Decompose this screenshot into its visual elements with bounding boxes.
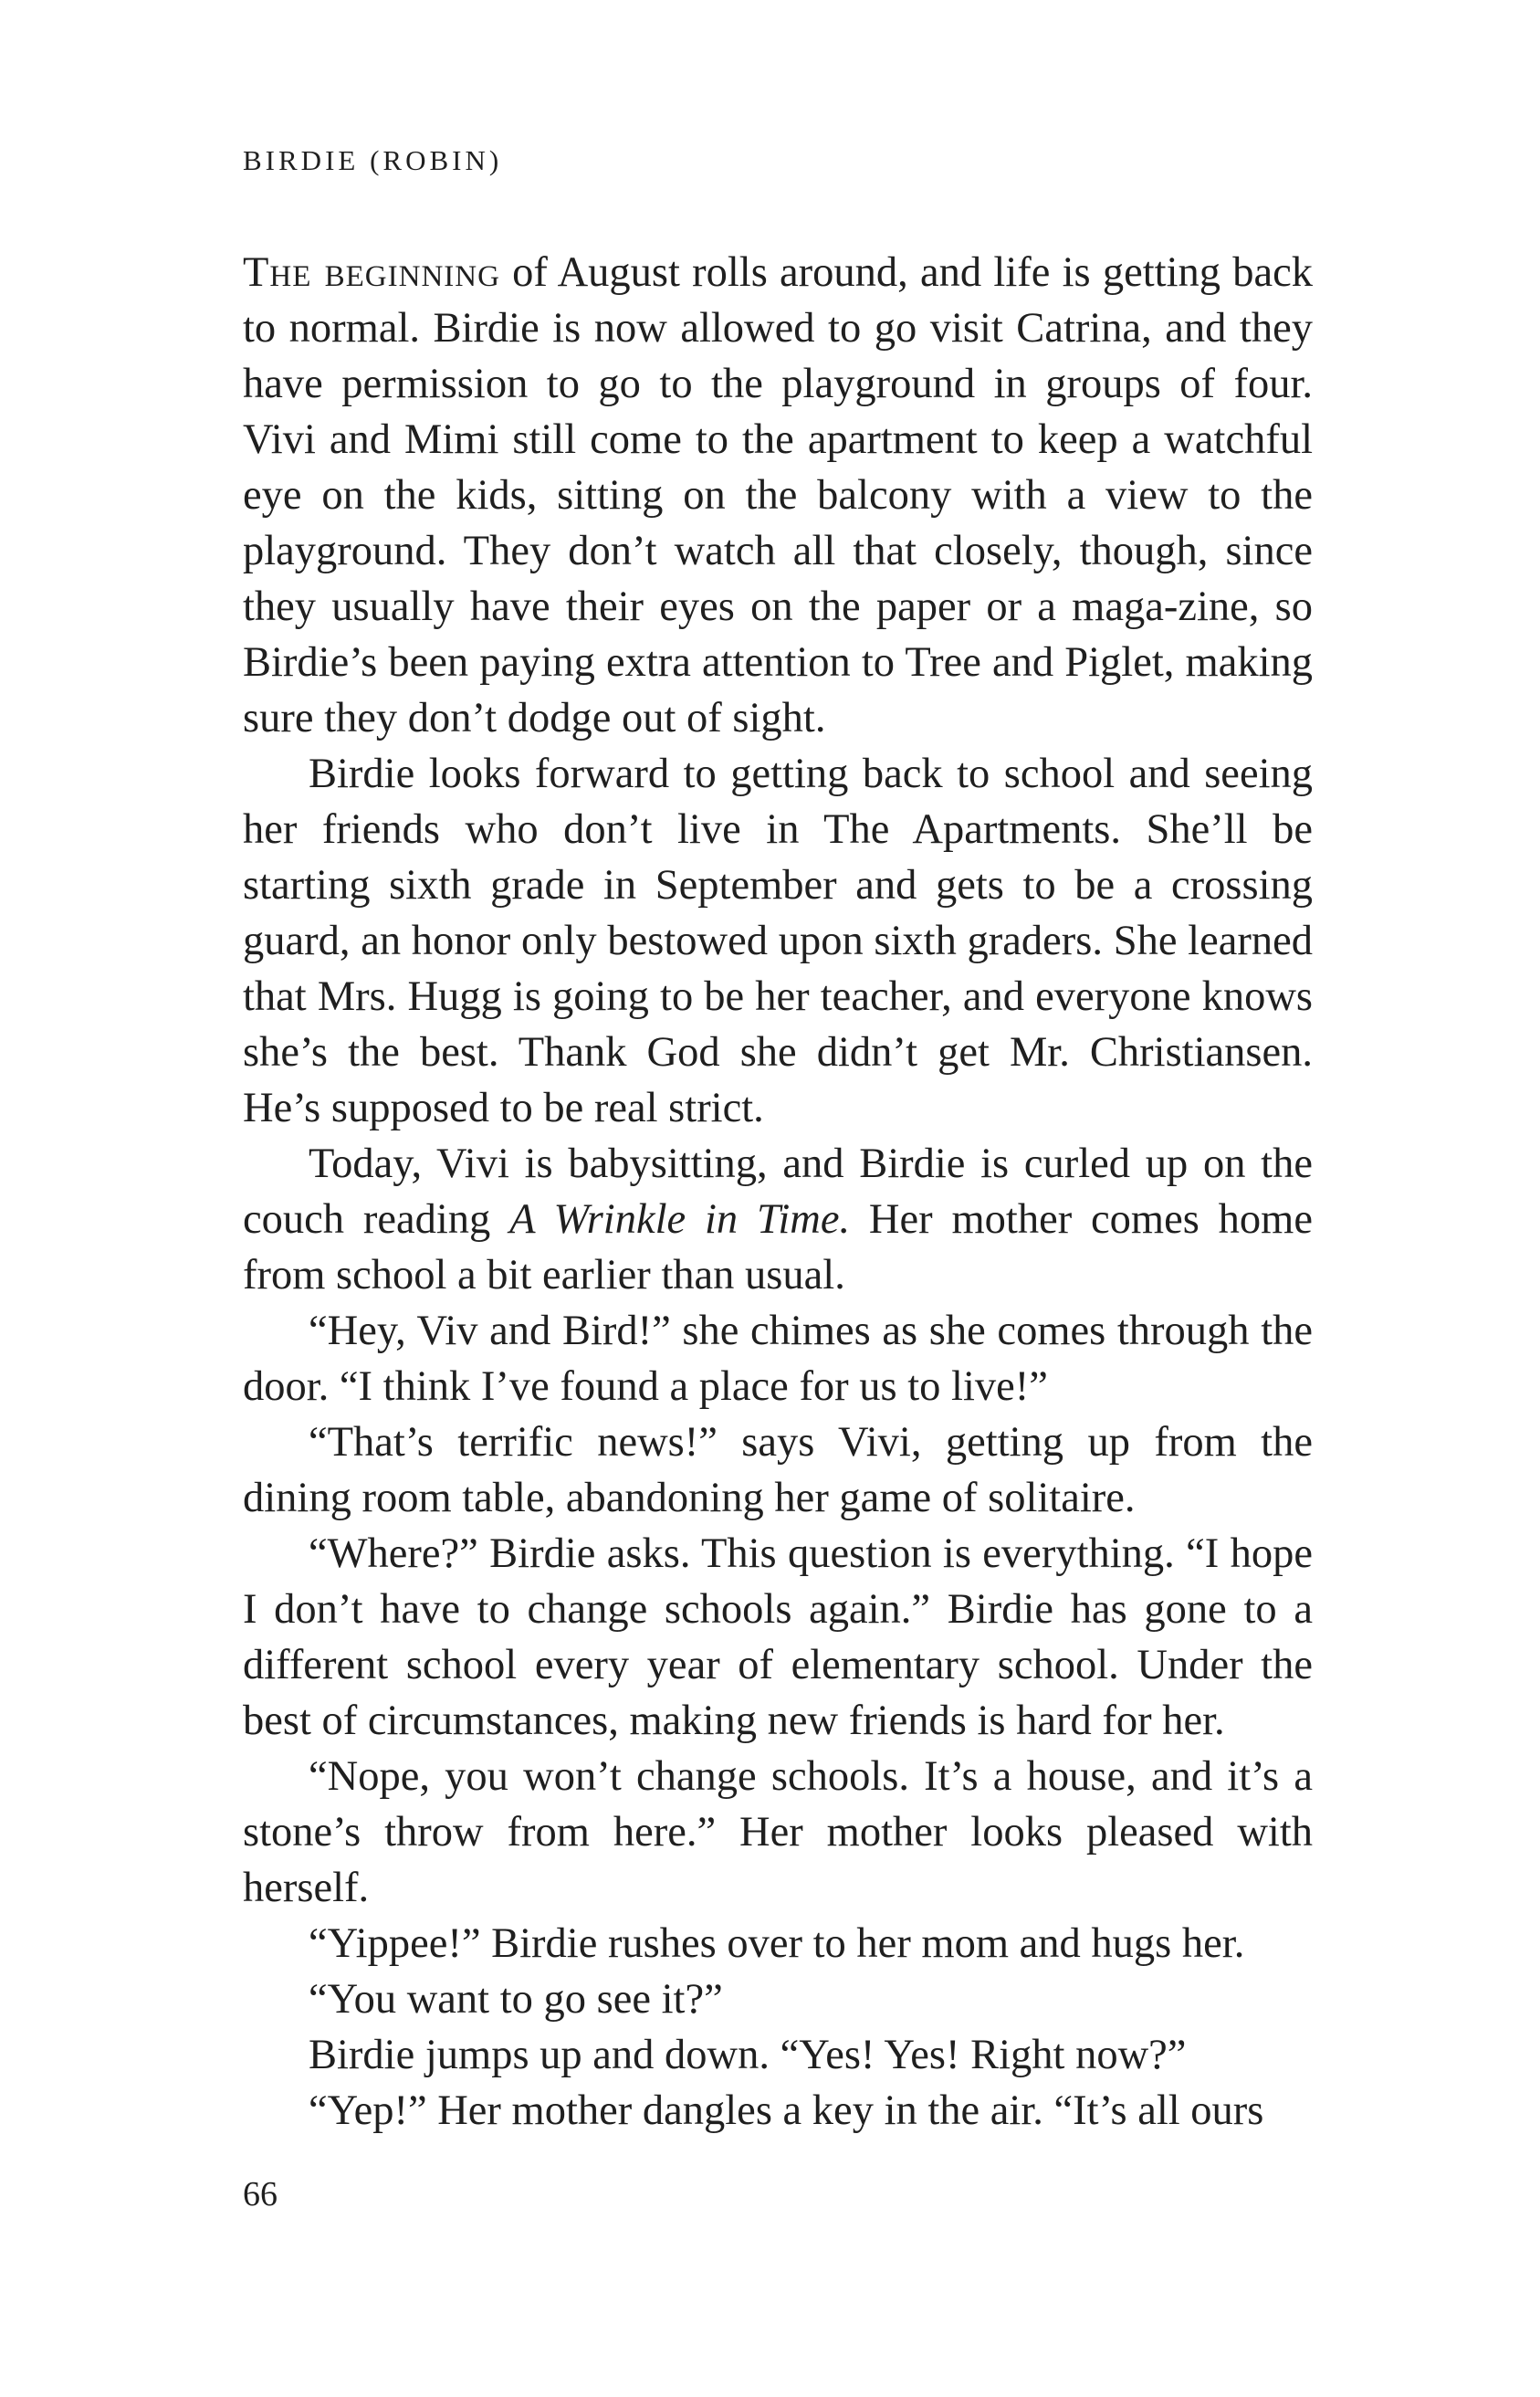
chapter-lead-in: The beginning xyxy=(243,249,500,296)
paragraph: “Where?” Birdie asks. This question is everything. “I hope I don’t have to change schools again.” Birdie has gone to a different school every year of elementary school. Under the best of circumstances, making new friends is hard for her. xyxy=(243,1530,1313,1744)
paragraph: Birdie jumps up and down. “Yes! Yes! Right now?” xyxy=(309,2032,1187,2078)
body-text xyxy=(243,245,1313,2139)
paragraph: “Yippee!” Birdie rushes over to her mom and hugs her. xyxy=(309,1920,1245,1967)
paragraph: “You want to go see it?” xyxy=(309,1976,723,2023)
book-title: A Wrinkle in Time. xyxy=(509,1196,851,1243)
paragraph-text: of August rolls around, and life is getting back to normal. Birdie is now allowed to go visit Catrina, and they have permission to go to the playground in groups of four. Vivi and Mimi still come to the apartment to keep a watchful eye on the kids, sitting on the balcony with a view to the playground. They don’t watch all that closely, though, since they usually have their eyes on the paper or a maga-zine, so Birdie’s been paying extra attention to Tree and Piglet, making sure they don’t dodge out of sight. xyxy=(243,249,1313,741)
paragraph: “Hey, Viv and Bird!” she chimes as she comes through the door. “I think I’ve found a place for us to live!” xyxy=(243,1308,1313,1410)
page-number: 66 xyxy=(243,2175,278,2213)
paragraph: “That’s terrific news!” says Vivi, getting up from the dining room table, abandoning her game of solitaire. xyxy=(243,1419,1313,1521)
running-head: BIRDIE (ROBIN) xyxy=(243,144,503,176)
paragraph: “Nope, you won’t change schools. It’s a house, and it’s a stone’s throw from here.” Her mother looks pleased with herself. xyxy=(243,1753,1313,1911)
paragraph-text: Her mother comes home from school a bit earlier than usual. xyxy=(243,1196,1313,1298)
paragraph: “Yep!” Her mother dangles a key in the air. “It’s all ours xyxy=(309,2087,1264,2134)
paragraph: Birdie looks forward to getting back to school and seeing her friends who don’t live in The Apartments. She’ll be starting sixth grade in September and gets to be a crossing guard, an honor only bestowed upon sixth graders. She learned that Mrs. Hugg is going to be her teacher, and everyone knows she’s the best. Thank God she didn’t get Mr. Christiansen. He’s supposed to be real strict. xyxy=(243,751,1313,1131)
paragraph xyxy=(243,1136,1313,1303)
paragraph-text: Today, Vivi is babysitting, and Birdie is curled up on the couch reading xyxy=(243,1141,1313,1243)
paragraph xyxy=(243,245,1313,746)
